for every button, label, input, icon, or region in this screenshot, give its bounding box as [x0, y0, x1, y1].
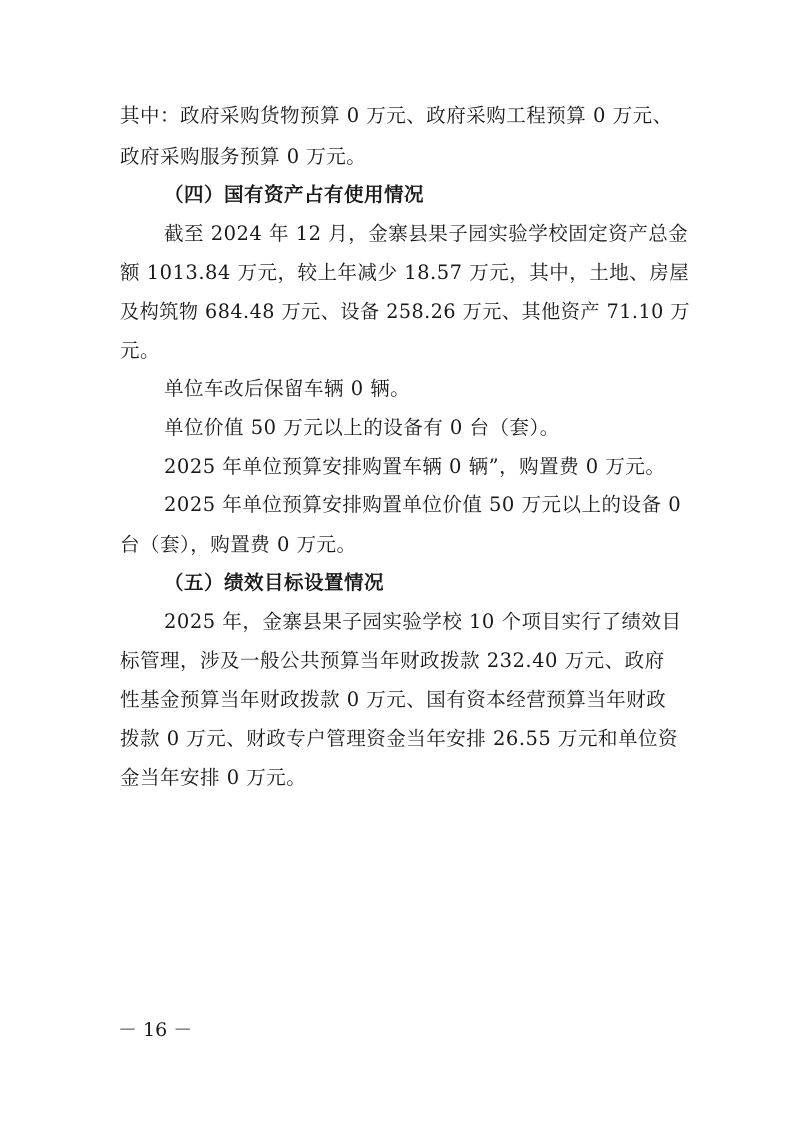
section-heading: （五）绩效目标设置情况	[164, 571, 385, 594]
paragraph-line: 及构筑物 684.48 万元、设备 258.26 万元、其他资产 71.10 万	[120, 300, 690, 323]
paragraph-line: 政府采购服务预算 0 万元。	[120, 145, 367, 168]
paragraph-line: 标管理，涉及一般公共预算当年财政拨款 232.40 万元、政府	[120, 649, 665, 672]
page-number: － 16 －	[118, 1019, 193, 1041]
section-heading: （四）国有资产占有使用情况	[164, 183, 425, 206]
paragraph-line: 2025 年单位预算安排购置单位价值 50 万元以上的设备 0	[164, 493, 682, 516]
paragraph-line: 台（套），购置费 0 万元。	[120, 533, 357, 556]
paragraph-line: 额 1013.84 万元，较上年减少 18.57 万元，其中，土地、房屋	[120, 261, 690, 284]
paragraph-line: 性基金预算当年财政拨款 0 万元、国有资本经营预算当年财政	[120, 688, 667, 711]
paragraph-line: 单位车改后保留车辆 0 辆。	[164, 377, 411, 400]
paragraph-line: 拨款 0 万元、财政专户管理资金当年安排 26.55 万元和单位资	[120, 727, 679, 750]
paragraph-line: 2025 年，金寨县果子园实验学校 10 个项目实行了绩效目	[164, 610, 682, 633]
paragraph-line: 单位价值 50 万元以上的设备有 0 台（套）。	[164, 416, 560, 439]
paragraph-line: 其中：政府采购货物预算 0 万元、政府采购工程预算 0 万元、	[120, 104, 673, 127]
paragraph-line: 2025 年单位预算安排购置车辆 0 辆”，购置费 0 万元。	[164, 455, 666, 478]
paragraph-line: 元。	[120, 339, 161, 362]
paragraph-line: 截至 2024 年 12 月，金寨县果子园实验学校固定资产总金	[164, 222, 689, 245]
paragraph-line: 金当年安排 0 万元。	[120, 766, 307, 789]
